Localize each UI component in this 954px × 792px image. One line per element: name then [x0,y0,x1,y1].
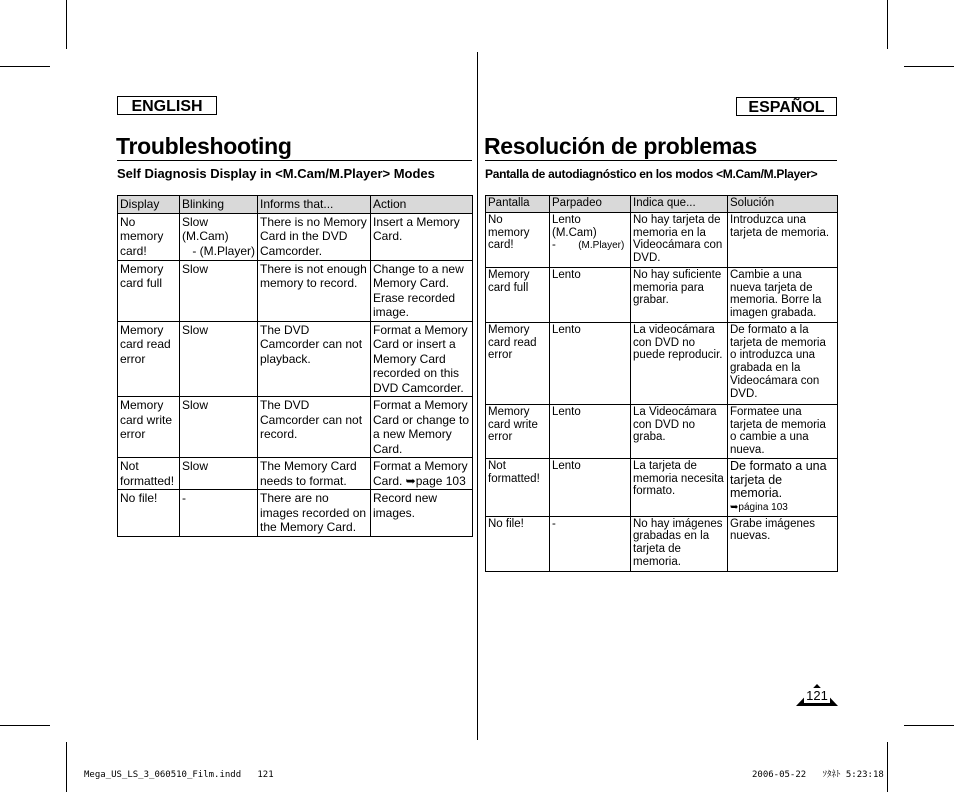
action-cell: De formato a la tarjeta de memoria o introduzca una grabada en la Videocámara con DVD. [728,323,838,405]
display-cell: Memory card full [486,268,550,323]
table-row [118,321,473,397]
informs-cell: No hay imágenes grabadas en la tarjeta de memoria. [631,516,728,571]
crop-mark [0,725,50,726]
section-subtitle-english: Self Diagnosis Display in <M.Cam/M.Player> Modes [117,166,435,181]
action-cell: Format a Memory Card or change to a new Memory Card. [371,397,473,458]
blinking-cell: Slow [180,321,258,397]
table-header-row [118,196,473,214]
blinking-cell: Lento [550,458,631,516]
table-header-row [486,196,838,213]
column-header: Informs that... [258,196,371,214]
diagnosis-table-english [117,195,473,537]
table-row [118,490,473,537]
crop-mark [904,66,954,67]
informs-cell: La tarjeta de memoria necesita formato. [631,458,728,516]
blinking-text: (M.Player) [578,240,625,252]
column-header: Blinking [180,196,258,214]
table-row [486,458,838,516]
informs-cell: There are no images recorded on the Memory Card. [258,490,371,537]
crop-mark [66,0,67,49]
blinking-cell: Lento [550,323,631,405]
page-number-text: 121 [806,688,828,703]
action-cell: Format a Memory Card. ➥page 103 [371,458,473,490]
display-cell: No file! [486,516,550,571]
blinking-cell [180,213,258,260]
language-label-english: ENGLISH [117,96,217,115]
blinking-cell: Lento [550,405,631,459]
action-cell: Record new images. [371,490,473,537]
display-cell: Memory card read error [486,323,550,405]
informs-cell: No hay tarjeta de memoria en la Videocámara con DVD. [631,213,728,268]
table-row [118,213,473,260]
action-cell: Format a Memory Card or insert a Memory Card recorded on this DVD Camcorder. [371,321,473,397]
table-row [486,323,838,405]
action-text: De formato a una tarjeta de memoria. [730,458,827,501]
diagnosis-table-spanish [485,195,838,572]
blinking-text: Lento (M.Cam) [552,214,597,239]
title-rule [485,160,837,161]
crop-mark [66,742,67,792]
page-reference: ➥página 103 [730,501,788,513]
blinking-cell: - [550,516,631,571]
informs-cell: There is no Memory Card in the DVD Camcorder. [258,213,371,260]
display-cell: No memory card! [486,213,550,268]
informs-cell: The DVD Camcorder can not playback. [258,321,371,397]
display-cell: No file! [118,490,180,537]
page-title-english: Troubleshooting [116,133,292,159]
section-subtitle-spanish: Pantalla de autodiagnóstico en los modos <M.Cam/M.Player> [485,167,818,181]
crop-mark [887,0,888,49]
action-cell: Introduzca una tarjeta de memoria. [728,213,838,268]
blinking-text: - [552,239,556,252]
action-cell: Formatee una tarjeta de memoria o cambie a una nueva. [728,405,838,459]
table-row [118,458,473,490]
column-header: Action [371,196,473,214]
crop-mark [904,725,954,726]
action-cell [728,458,838,516]
display-cell: Memory card write error [486,405,550,459]
display-cell: Not formatted! [118,458,180,490]
blinking-cell [550,213,631,268]
crop-mark [0,66,50,67]
blinking-text: Slow (M.Cam) [182,214,229,243]
table-row [118,397,473,458]
page-number [796,689,838,703]
action-cell: Grabe imágenes nuevas. [728,516,838,571]
display-cell: Not formatted! [486,458,550,516]
blinking-text: - (M.Player) [192,243,255,258]
blinking-cell: Slow [180,260,258,321]
informs-cell: No hay suficiente memoria para grabar. [631,268,728,323]
informs-cell: There is not enough memory to record. [258,260,371,321]
print-footer-left: Mega_US_LS_3_060510_Film.indd 121 [84,770,274,780]
informs-cell: La videocámara con DVD no puede reproducir. [631,323,728,405]
table-row [486,405,838,459]
blinking-cell: Slow [180,397,258,458]
center-divider [477,52,478,740]
crop-mark [887,742,888,792]
display-cell: Memory card read error [118,321,180,397]
blinking-cell: - [180,490,258,537]
display-cell: Memory card write error [118,397,180,458]
display-cell: Memory card full [118,260,180,321]
table-row [486,213,838,268]
table-row [118,260,473,321]
title-rule [117,160,472,161]
column-header: Indica que... [631,196,728,213]
page-title-spanish: Resolución de problemas [484,133,757,159]
action-cell: Insert a Memory Card. [371,213,473,260]
language-label-spanish: ESPAÑOL [736,97,837,116]
column-header: Display [118,196,180,214]
informs-cell: La Videocámara con DVD no graba. [631,405,728,459]
column-header: Pantalla [486,196,550,213]
display-cell: No memory card! [118,213,180,260]
action-cell: Cambie a una nueva tarjeta de memoria. Borre la imagen grabada. [728,268,838,323]
blinking-cell: Lento [550,268,631,323]
table-row [486,516,838,571]
action-cell: Change to a new Memory Card. Erase recorded image. [371,260,473,321]
informs-cell: The DVD Camcorder can not record. [258,397,371,458]
column-header: Parpadeo [550,196,631,213]
column-header: Solución [728,196,838,213]
blinking-cell: Slow [180,458,258,490]
table-row [486,268,838,323]
informs-cell: The Memory Card needs to format. [258,458,371,490]
print-footer-right: 2006-05-22 ｿﾀﾈﾄ 5:23:18 [752,770,884,780]
